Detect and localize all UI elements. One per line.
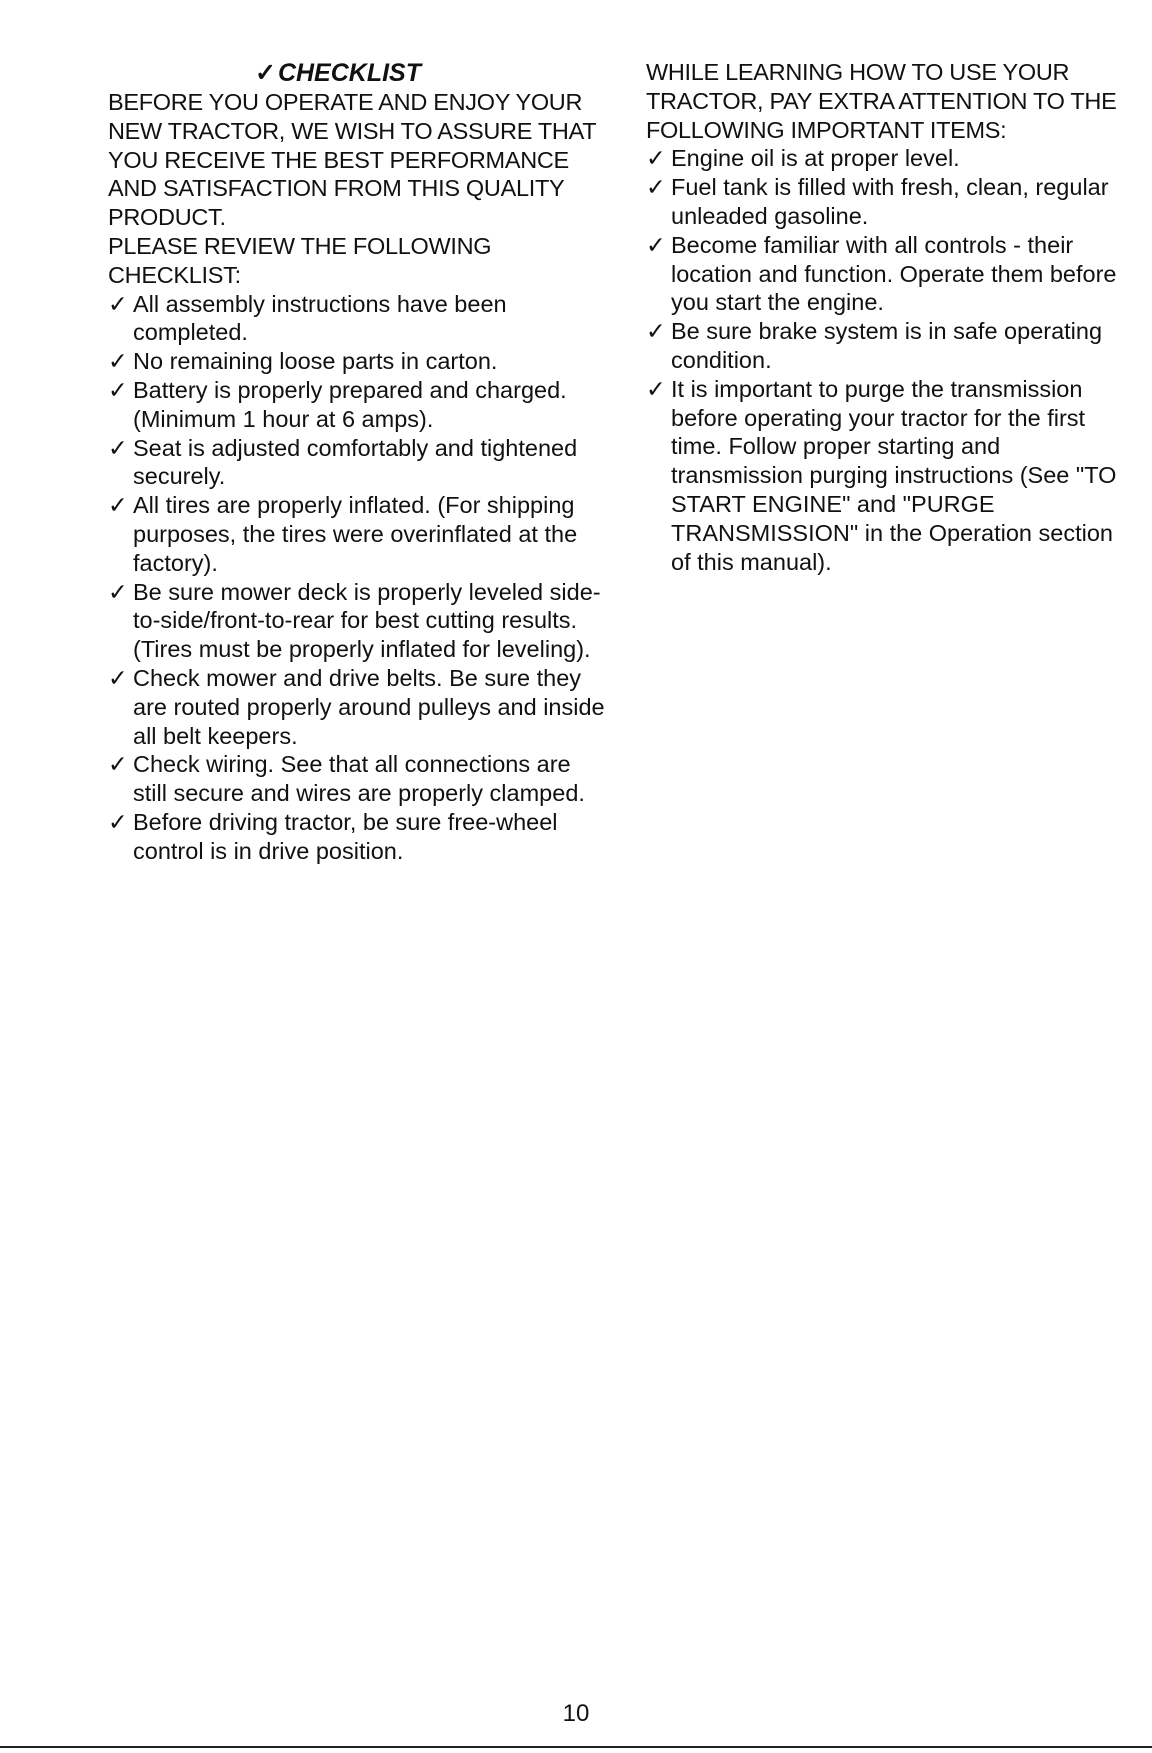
checklist-item (108, 578, 608, 664)
check-mark-icon: ✓ (646, 174, 666, 201)
checklist-item-text: Check wiring. See that all connections are still secure and wires are properly clamped. (133, 751, 585, 807)
check-mark-icon: ✓ (108, 578, 128, 605)
page-number: 10 (562, 1700, 590, 1727)
check-mark-icon: ✓ (108, 376, 128, 403)
checklist-heading (108, 58, 608, 88)
checklist-item-text: No remaining loose parts in carton. (133, 348, 498, 375)
check-mark-icon: ✓ (646, 145, 666, 172)
important-item-text: Be sure brake system is in safe operating condition. (671, 318, 1103, 373)
check-mark-icon: ✓ (646, 318, 666, 345)
check-mark-icon: ✓ (108, 290, 128, 317)
important-item-text: Engine oil is at proper level. (671, 145, 960, 172)
check-mark-icon: ✓ (108, 492, 128, 519)
checklist-item (108, 434, 608, 492)
important-item (646, 317, 1136, 375)
important-item-text: Become familiar with all controls - their location and function. Operate them before you start the engine. (671, 231, 1117, 316)
check-mark-icon: ✓ (108, 434, 128, 461)
check-mark-icon: ✓ (108, 664, 128, 691)
important-item-text: Fuel tank is filled with fresh, clean, regular unleaded gasoline. (671, 174, 1109, 229)
checklist-item-text: All tires are properly inflated. (For shipping purposes, the tires were overinflated at the factory). (133, 492, 578, 576)
checklist-review-prompt: PLEASE REVIEW THE FOLLOWING CHECKLIST: (108, 232, 492, 288)
checklist-column (108, 58, 608, 866)
checklist-item (108, 750, 608, 808)
checklist-item (108, 290, 608, 348)
checklist-item-text: All assembly instructions have been completed. (133, 290, 507, 346)
checklist-item-text: Check mower and drive belts. Be sure they are routed properly around pulleys and inside all belt keepers. (133, 664, 605, 749)
checklist-item-text: Battery is properly prepared and charged. (Minimum 1 hour at 6 amps). (133, 376, 567, 432)
check-mark-icon: ✓ (646, 231, 666, 258)
heading-check-icon: ✓ (254, 59, 276, 87)
check-mark-icon: ✓ (108, 808, 128, 835)
checklist-intro: BEFORE YOU OPERATE AND ENJOY YOUR NEW TRACTOR, WE WISH TO ASSURE THAT YOU RECEIVE THE BEST PERFORMANCE AND SATISFACTION FROM THIS QUALITY PRODUCT. (108, 89, 596, 231)
checklist-item-text: Seat is adjusted comfortably and tightened securely. (133, 434, 578, 490)
checklist-item (108, 347, 608, 376)
check-mark-icon: ✓ (108, 751, 128, 778)
checklist-item (108, 376, 608, 434)
important-item (646, 375, 1136, 577)
important-items-intro: WHILE LEARNING HOW TO USE YOUR TRACTOR, PAY EXTRA ATTENTION TO THE FOLLOWING IMPORTANT ITEMS: (646, 59, 1117, 143)
checklist-item (108, 664, 608, 750)
important-items-column (646, 58, 1136, 576)
checklist-item-text: Be sure mower deck is properly leveled side-to-side/front-to-rear for best cutting results. (Tires must be properly inflated for leveling). (133, 578, 601, 663)
important-item (646, 144, 1136, 173)
important-item-text: It is important to purge the transmission before operating your tractor for the first time. Follow proper starting and transmission purging instructions (See "TO START ENGINE" and "PURGE TRANSMISSION" in the Operation section of this manual). (671, 375, 1117, 575)
bottom-rule (0, 1746, 1152, 1748)
important-items (646, 144, 1136, 576)
heading-text: CHECKLIST (277, 59, 421, 87)
checklist-item-text: Before driving tractor, be sure free-wheel control is in drive position. (133, 808, 558, 864)
important-item (646, 231, 1136, 317)
checklist-item (108, 808, 608, 866)
important-item (646, 173, 1136, 231)
checklist-items (108, 290, 608, 866)
checklist-item (108, 491, 608, 577)
check-mark-icon: ✓ (646, 375, 666, 402)
check-mark-icon: ✓ (108, 348, 128, 375)
